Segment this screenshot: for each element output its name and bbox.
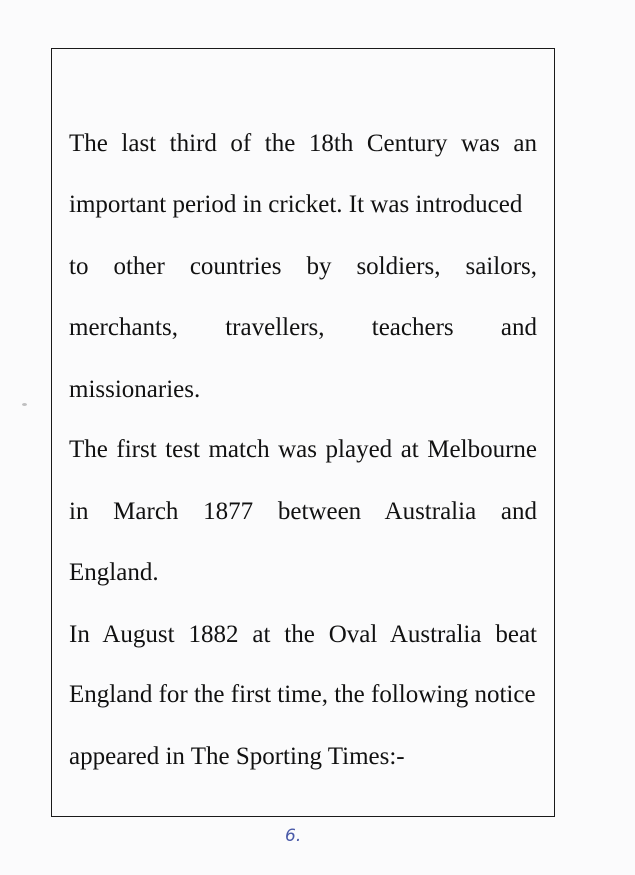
scan-speck — [22, 403, 27, 406]
paragraph-2-line-1: The first test match was played at Melbourne — [69, 436, 537, 463]
paragraph-1-line-2: important period in cricket. It was introduced — [69, 191, 523, 218]
paragraph-3-line-2: England for the first time, the following notice — [69, 681, 536, 708]
paragraph-3-line-1: In August 1882 at the Oval Australia beat — [69, 621, 537, 648]
paragraph-1-line-4: merchants, travellers, teachers and — [69, 314, 537, 341]
paragraph-1-line-3: to other countries by soldiers, sailors, — [69, 253, 537, 280]
paragraph-1-line-1: The last third of the 18th Century was an — [69, 130, 537, 157]
paragraph-1-line-5: missionaries. — [69, 376, 201, 403]
paragraph-2-line-2: in March 1877 between Australia and — [69, 498, 537, 525]
paragraph-3-line-3: appeared in The Sporting Times:- — [69, 743, 405, 770]
page-number: 6. — [285, 826, 302, 846]
paragraph-2-line-3: England. — [69, 559, 159, 586]
